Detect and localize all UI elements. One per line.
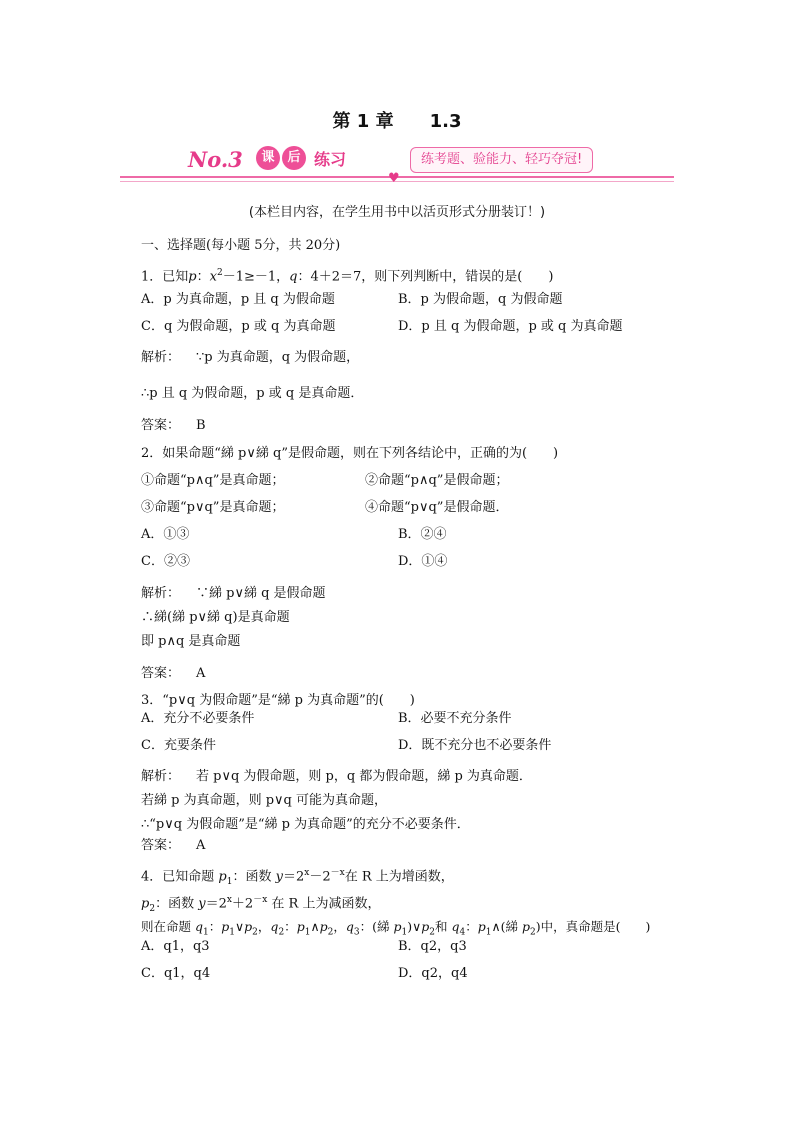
q1-option-d: D．p 且 q 为假命题，p 或 q 为真命题 [398,319,623,334]
q2-analysis-line-1: ∵綈 p∨綈 q 是假命题 [196,586,326,601]
banner-bubble-1: 课 [256,146,280,170]
q3-analysis-line-3: ∴“p∨q 为假命题”是“綈 p 为真命题”的充分不必要条件． [141,817,470,832]
question-4-line-3: 则在命题 $q_1$：$p_1\vee p_2$，$q_2$：$p_1\wedge p_2$，$q_3$：(綈 $p_1)\vee p_2$和 $q_4$：$p_1\wedge$(綈 $p_2$)中，真命题是( ) [141,919,651,938]
chapter-label: 第 1 章 [332,111,394,132]
question-1-stem: 1．已知p：$x^2-1\ge-1$，q：4＋2＝7，则下列判断中，错误的是( ) [141,268,554,285]
q2-conclusion-2: ②命题“p∧q”是假命题； [365,473,509,488]
heart-icon: ♥ [388,171,400,186]
q1-answer: B [196,418,206,433]
q2-option-b: B．②④ [398,527,447,542]
q2-option-d: D．①④ [398,554,448,569]
q4-option-c: C．q1，q4 [141,966,211,981]
q3-option-c: C．充要条件 [141,738,216,753]
q1-analysis-line-1: ∵p 为真命题，q 为假命题， [196,350,360,365]
q2-conclusion-4: ④命题“p∨q”是假命题． [365,500,509,515]
binding-note: (本栏目内容，在学生用书中以活页形式分册装订！) [248,205,546,220]
q2-conclusion-3: ③命题“p∨q”是真命题； [141,500,285,515]
q1-answer-label: 答案： [141,418,181,433]
q2-option-a: A．①③ [141,527,190,542]
question-4-line-2: $p_2$：函数 $y=2^x+2^{-x}$ 在 R 上为减函数， [141,895,381,914]
q3-answer-label: 答案： [141,838,181,853]
q2-option-c: C．②③ [141,554,190,569]
q2-conclusion-1: ①命题“p∧q”是真命题； [141,473,285,488]
exercise-banner [120,143,674,187]
banner-slogan: 练考题、验能力、轻巧夺冠! [410,147,593,173]
q1-option-c: C．q 为假命题，p 或 q 为真命题 [141,319,336,334]
question-1-prefix: 1．已知 [141,269,189,285]
q1-option-b: B．p 为假命题，q 为假命题 [398,292,563,307]
q1-analysis-line-2: ∴p 且 q 为假命题，p 或 q 是真命题． [141,386,364,401]
page-title [0,107,794,133]
q2-analysis-label: 解析： [141,586,181,601]
question-2-stem: 2．如果命题“綈 p∨綈 q”是假命题，则在下列各结论中，正确的为( ) [141,446,559,461]
q2-answer-label: 答案： [141,666,181,681]
q3-analysis-line-2: 若綈 p 为真命题，则 p∨q 可能为真命题， [141,793,388,808]
q2-analysis-line-2: ∴綈(綈 p∨綈 q)是真命题 [141,610,290,625]
q1-option-a: A．p 为真命题，p 且 q 为假命题 [141,292,335,307]
section-heading: 一、选择题(每小题 5分，共 20分) [141,238,341,253]
banner-number: No.3 [188,147,243,172]
banner-bubble-2: 后 [282,146,306,170]
q1-analysis-label: 解析： [141,350,181,365]
question-3-stem: 3．“p∨q 为假命题”是“綈 p 为真命题”的( ) [141,693,415,708]
q3-option-b: B．必要不充分条件 [398,711,512,726]
q2-answer: A [196,666,206,681]
q4-option-d: D．q2，q4 [398,966,468,981]
q3-option-d: D．既不充分也不必要条件 [398,738,552,753]
question-4-stem: 4．已知命题 $p_1$：函数 $y=2^x-2^{-x}$在 R 上为增函数， [141,868,454,887]
banner-title: 练习 [314,150,347,169]
q3-option-a: A．充分不必要条件 [141,711,255,726]
q4-option-b: B．q2，q3 [398,939,467,954]
q2-analysis-line-3: 即 p∧q 是真命题 [141,634,241,649]
q3-analysis-label: 解析： [141,769,181,784]
section-number: 1.3 [429,111,462,132]
q4-option-a: A．q1，q3 [141,939,210,954]
q3-answer: A [196,838,206,853]
q3-analysis-line-1: 若 p∨q 为假命题，则 p，q 都为假命题，綈 p 为真命题． [196,769,532,784]
